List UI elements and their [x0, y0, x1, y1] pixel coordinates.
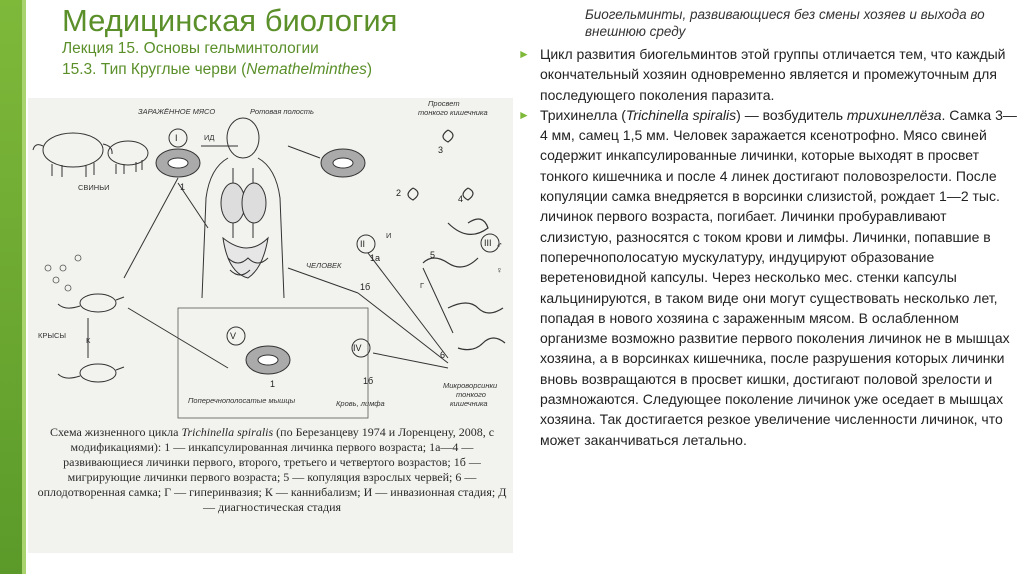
label-id: ИД — [204, 133, 215, 142]
label-microvilli-2: тонкого — [456, 390, 486, 399]
bullet-2-part3: . Самка 3—4 мм, самец 1,5 мм. Человек заражается ксенотрофно. Мясо свиней содержит инкапсулированные личинки, которые выходят в просвет тонкого кишечника и после 4 линек достигают половозрелости. После копуляции самка внедряется в ворсинки слизистой, рождает 1—2 тыс. личинок первого возраста, погибает. Личинки пробуравливают слизистую, разносятся с током крови и лимфы. Личинки, попавшие в поперечнополосатую мускулатуру, индуцируют образование веретеновидной капсулы. Через несколько мес. стенки капсулы кальцинируются, в таком виде они могут существовать несколько лет, попадая в нового хозяина с зараженным мясом. В ослабленном организме возможно развитие первого поколения личинок не в мышцах хозяина, а в ворсинках кишечника, после разрушения которых личинки вновь возвращаются в просвет кишки, достигают половой зрелости и размножаются. Следующее поколение личинок уже оседает в мышцах хозяина. Так достигается резкое увеличение численности личинок, что может заканчиваться летально. — [540, 106, 1017, 448]
label-lumen-1: Просвет — [428, 99, 460, 108]
label-lumen-2: тонкого кишечника — [418, 108, 488, 117]
bullet-text-1: Цикл развития биогельминтов этой группы отличается тем, что каждый окончательный хозяин одновременно является и промежуточным для последующего поколения паразита. — [540, 46, 1006, 103]
label-n5: 5 — [430, 250, 436, 260]
title-block — [62, 4, 502, 80]
label-k: К — [86, 336, 91, 345]
label-roman-1: I — [175, 133, 178, 143]
rat-illustration-1 — [58, 294, 124, 312]
label-infected-meat: ЗАРАЖЁННОЕ МЯСО — [138, 107, 216, 116]
cycle-arrows — [88, 178, 453, 368]
pig-illustration — [33, 133, 148, 177]
label-oral-cavity: Ротовая полость — [250, 107, 314, 116]
bullet-2-part2: ) — возбудитель — [736, 106, 847, 123]
label-roman-2: II — [360, 239, 366, 249]
label-n4: 4 — [458, 194, 464, 204]
section-subtitle — [62, 59, 502, 80]
bullet-2-disease: трихинеллёза — [846, 106, 942, 123]
label-blood-lymph: Кровь, лимфа — [336, 399, 385, 408]
label-i-letter: И — [386, 231, 392, 240]
text-column — [518, 44, 1018, 450]
label-n6: 6 — [440, 350, 446, 360]
sidebar-accent — [0, 0, 22, 574]
label-n1b-top: 1б — [360, 282, 371, 292]
label-rats: КРЫСЫ — [38, 331, 67, 340]
label-female: ♀ — [496, 265, 503, 275]
section-latin: Nemathelminthes — [246, 61, 367, 78]
caption-p2: (по Березанцеву 1974 и Лоренцену, 2008, с модификациями): 1 — инкапсулированная личинка первого возраста; 1а—4 — развивающиеся личинки первого, второго, третьего и четвертого возрастов; 1б — мигрирующие личинки первого возраста; 5 — копуляция взрослых червей; 6 — оплодотворенная самка; Г — гиперинвазия; К — каннибализм; И — инвазионная стадия; Д — диагностическая стадия — [37, 425, 507, 514]
sidebar-stripe — [22, 0, 26, 574]
label-n1a: 1а — [370, 253, 381, 263]
figure-caption — [36, 425, 508, 515]
label-male: ♂ — [496, 240, 503, 250]
capsule-larva — [168, 158, 188, 168]
label-n1-top: 1 — [180, 182, 186, 192]
small-circles — [45, 255, 81, 291]
section-prefix: 15.3. Тип Круглые черви ( — [62, 61, 247, 78]
capsule-muscle-larva — [258, 355, 278, 365]
bullet-2-part1: Трихинелла ( — [540, 106, 626, 123]
caption-latin: Trichinella spiralis — [181, 425, 274, 439]
bullet-item-1 — [518, 44, 1018, 105]
label-g: Г — [420, 281, 425, 290]
label-microvilli-1: Микроворсинки — [443, 381, 498, 390]
label-striated-muscles: Поперечнополосатые мышцы — [188, 396, 296, 405]
lecture-subtitle: Лекция 15. Основы гельминтологии — [62, 40, 319, 57]
human-illustration — [202, 118, 284, 298]
label-human: ЧЕЛОВЕК — [306, 261, 342, 270]
bullet-arrow-icon: ► — [518, 107, 530, 122]
right-header: Биогельминты, развивающиеся без смены хозяев и выхода во внешнюю среду — [585, 7, 985, 39]
label-roman-3: III — [484, 238, 492, 248]
bullet-arrow-icon: ► — [518, 47, 530, 61]
rat-illustration-2 — [58, 364, 124, 382]
caption-p1: Схема жизненного цикла — [49, 425, 182, 439]
label-n2: 2 — [396, 188, 402, 198]
label-n3: 3 — [438, 145, 444, 155]
label-microvilli-3: кишечника — [450, 399, 488, 408]
label-n1-bottom: 1 — [270, 379, 276, 389]
arrow-human-capsule — [288, 146, 320, 158]
lifecycle-diagram — [28, 98, 513, 423]
bullet-2-latin: Trichinella spiralis — [625, 106, 737, 123]
label-pigs: СВИНЬИ — [78, 183, 110, 192]
bullet-item-2 — [518, 105, 1018, 450]
label-n1b-bottom: 1б — [363, 376, 374, 386]
section-suffix: ) — [366, 61, 373, 78]
capsule-right-larva — [333, 158, 353, 168]
label-roman-5: V — [230, 331, 237, 341]
roman-1-circle — [169, 129, 187, 147]
lifecycle-figure — [28, 98, 513, 553]
label-roman-4: IV — [353, 343, 362, 353]
page-title: Медицинская биология — [62, 3, 398, 38]
